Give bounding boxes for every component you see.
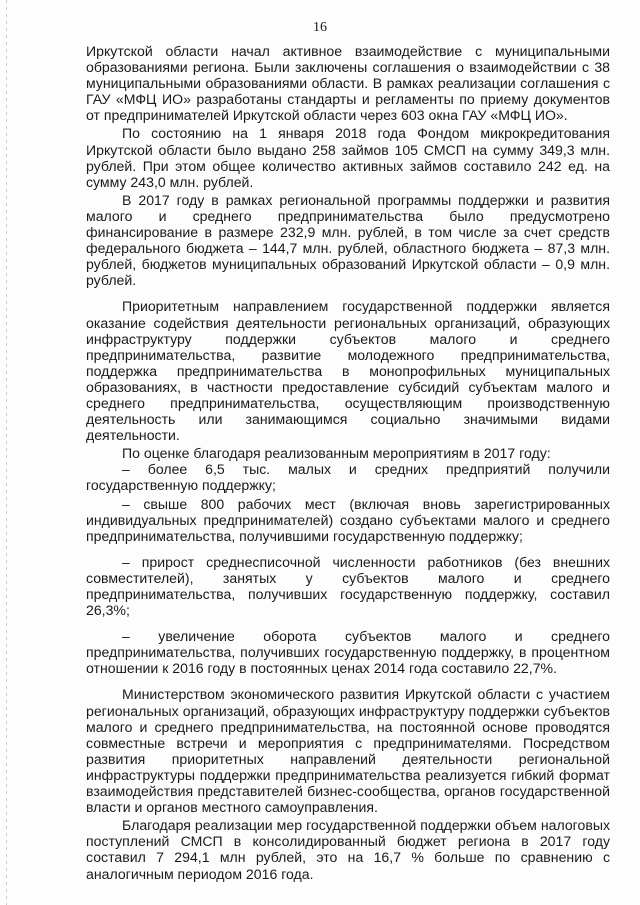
list-item-enterprises: – более 6,5 тыс. малых и средних предприятий получили государственную поддержку; bbox=[86, 461, 610, 494]
list-item-turnover: – увеличение оборота субъектов малого и среднего предпринимательства, получивших государственную поддержку, в процентном отношении к 2016 году в постоянных ценах 2014 года составило 22,7%. bbox=[86, 628, 610, 677]
paragraph-financing: В 2017 году в рамках региональной программы поддержки и развития малого и среднего предпринимательства было предусмотрено финансирование в размере 232,9 млн. рублей, в том числе за счет средств федерального бюджета – 144,7 млн. рублей, областного бюджета – 87,3 млн. рублей, бюджетов муниципальных образований Иркутской области – 0,9 млн. рублей. bbox=[86, 191, 610, 289]
list-item-employment: – прирост среднесписочной численности работников (без внешних совместителей), занятых у субъектов малого и среднего предпринимательства, получивших государственную поддержку, составил 26,3%; bbox=[86, 553, 610, 619]
paragraph-results-intro: По оценке благодаря реализованным мероприятиям в 2017 году: bbox=[122, 445, 551, 462]
paragraph-ministry: Министерством экономического развития Иркутской области с участием региональных организаций, образующих инфраструктуру поддержки субъектов малого и среднего предпринимательства, на постоянной основе проводятся совместные встречи и мероприятия с предпринимателями. Посредством развития приоритетных направлений деятельности региональной инфраструктуры поддержки предпринимательства реализуется гибкий формат взаимодействия представителей бизнес-сообщества, органов государственной власти и органов местного самоуправления. bbox=[86, 686, 610, 816]
list-item-jobs: – свыше 800 рабочих мест (включая вновь зарегистрированных индивидуальных предпринимателей) создано субъектами малого и среднего предпринимательства, получившими государственную поддержку; bbox=[86, 495, 610, 544]
page-number: 16 bbox=[313, 20, 327, 35]
body-text bbox=[86, 43, 610, 882]
paragraph-continuation: Иркутской области начал активное взаимодействие с муниципальными образованиями региона. Были заключены соглашения о взаимодействии с 38 муниципальными образованиями области. В рамках реализации соглашения с ГАУ «МФЦ ИО» разработаны стандарты и регламенты по приему документов от предпринимателей Иркутской области через 603 окна ГАУ «МФЦ ИО». bbox=[86, 43, 610, 124]
paragraph-tax-revenue: Благодаря реализации мер государственной поддержки объем налоговых поступлений СМСП в консолидированный бюджет региона в 2017 году составил 7 294,1 млн рублей, это на 16,7 % больше по сравнению с аналогичным периодом 2016 года. bbox=[86, 817, 610, 882]
scan-edge-line bbox=[6, 0, 7, 905]
paragraph-priority: Приоритетным направлением государственной поддержки является оказание содействия деятельности региональных организаций, образующих инфраструктуру поддержки субъектов малого и среднего предпринимательства, развитие молодежного предпринимательства, поддержка предпринимательства в монопрофильных муниципальных образованиях, в частности предоставление субсидий субъектам малого и среднего предпринимательства, осуществляющим производственную деятельность или занимающимся социально значимыми видами деятельности. bbox=[86, 298, 610, 444]
paragraph-microcredit: По состоянию на 1 января 2018 года Фондом микрокредитования Иркутской области было выдано 258 займов 105 СМСП на сумму 349,3 млн. рублей. При этом общее количество активных займов составило 242 ед. на сумму 243,0 млн. рублей. bbox=[86, 125, 610, 190]
